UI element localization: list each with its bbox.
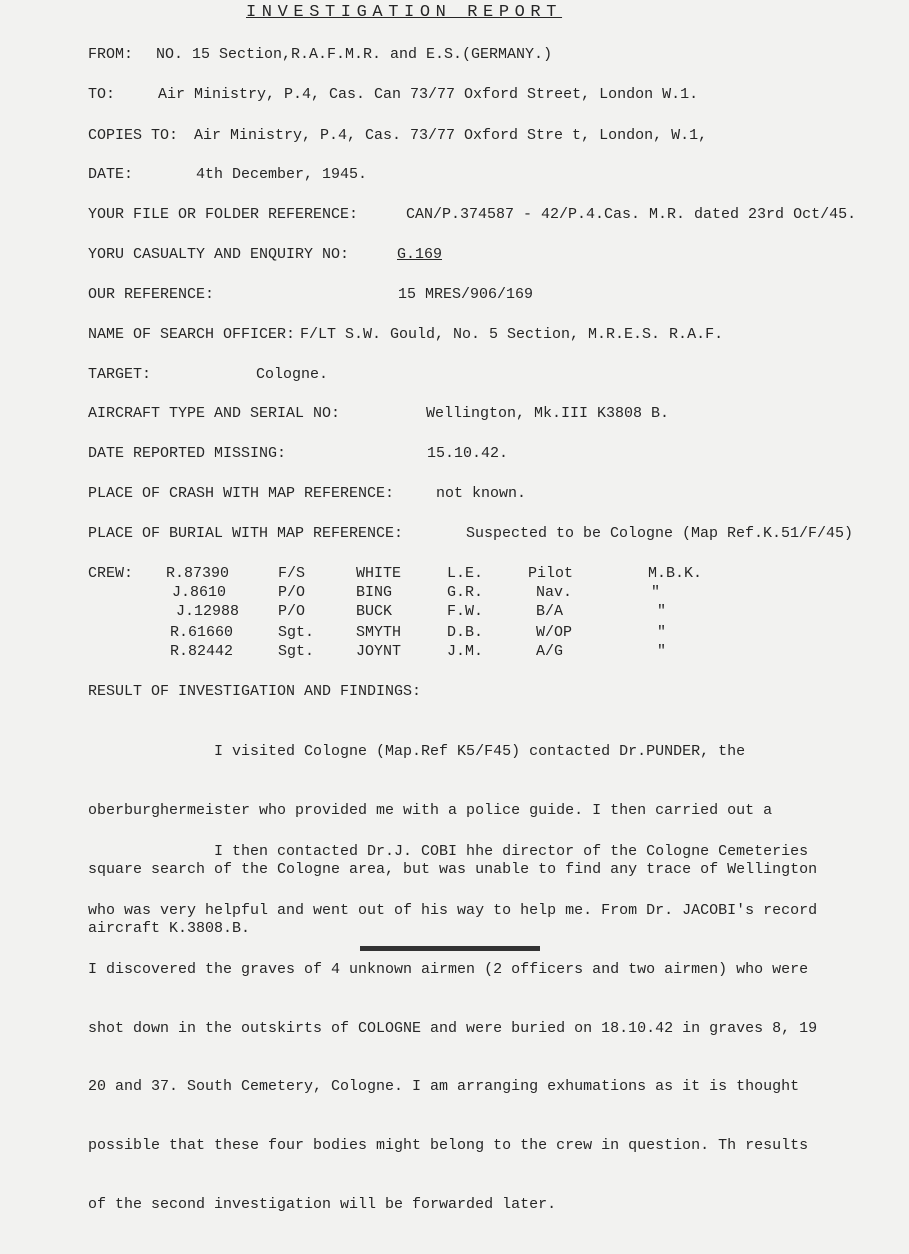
crew-role: Nav. bbox=[536, 584, 573, 601]
crew-service-no: R.82442 bbox=[170, 643, 234, 660]
paragraph-line: oberburghermeister who provided me with a police guide. I then carried out a bbox=[88, 801, 773, 819]
crew-status: " bbox=[657, 643, 667, 660]
report-title: INVESTIGATION REPORT bbox=[246, 3, 563, 22]
crew-surname: BUCK bbox=[356, 603, 393, 620]
file-ref-label: YOUR FILE OR FOLDER REFERENCE: bbox=[88, 206, 359, 223]
crew-initials: L.E. bbox=[447, 565, 484, 582]
crew-service-no: J.8610 bbox=[172, 584, 227, 601]
burial-place-label: PLACE OF BURIAL WITH MAP REFERENCE: bbox=[88, 525, 404, 542]
crew-status: M.B.K. bbox=[648, 565, 703, 582]
to-label: TO: bbox=[88, 86, 116, 103]
copies-value: Air Ministry, P.4, Cas. 73/77 Oxford Stre t, London, W.1, bbox=[194, 127, 708, 144]
target-label: TARGET: bbox=[88, 366, 152, 383]
crew-rank: Sgt. bbox=[278, 624, 315, 641]
crew-surname: JOYNT bbox=[356, 643, 402, 660]
paragraph-line: possible that these four bodies might belong to the crew in question. Th results bbox=[88, 1137, 809, 1155]
our-ref-value: 15 MRES/906/169 bbox=[398, 286, 534, 303]
burial-place-value: Suspected to be Cologne (Map Ref.K.51/F/45) bbox=[466, 525, 854, 542]
crew-status: " bbox=[657, 624, 667, 641]
crew-service-no: R.61660 bbox=[170, 624, 234, 641]
casualty-no-value: G.169 bbox=[397, 246, 443, 263]
paragraph-line: I visited Cologne (Map.Ref K5/F45) contacted Dr.PUNDER, the bbox=[88, 743, 746, 761]
crew-status: " bbox=[657, 603, 667, 620]
crew-rank: Sgt. bbox=[278, 643, 315, 660]
result-paragraph-2 bbox=[88, 803, 817, 1254]
crew-initials: D.B. bbox=[447, 624, 484, 641]
date-value: 4th December, 1945. bbox=[196, 166, 368, 183]
paragraph-line: I then contacted Dr.J. COBI hhe director of the Cologne Cemeteries bbox=[88, 843, 809, 861]
file-ref-value: CAN/P.374587 - 42/P.4.Cas. M.R. dated 23rd Oct/45. bbox=[406, 206, 857, 223]
crew-initials: F.W. bbox=[447, 603, 484, 620]
page-bottom-edge bbox=[360, 946, 540, 951]
paragraph-line: 20 and 37. South Cemetery, Cologne. I am arranging exhumations as it is thought bbox=[88, 1078, 800, 1096]
crew-service-no: J.12988 bbox=[176, 603, 240, 620]
date-missing-value: 15.10.42. bbox=[427, 445, 509, 462]
search-officer-value: F/LT S.W. Gould, No. 5 Section, M.R.E.S. R.A.F. bbox=[300, 326, 724, 343]
crew-rank: F/S bbox=[278, 565, 306, 582]
crew-role: W/OP bbox=[536, 624, 573, 641]
crew-surname: SMYTH bbox=[356, 624, 402, 641]
crew-rank: P/O bbox=[278, 603, 306, 620]
date-label: DATE: bbox=[88, 166, 134, 183]
from-label: FROM: bbox=[88, 46, 134, 63]
crew-role: A/G bbox=[536, 643, 564, 660]
date-missing-label: DATE REPORTED MISSING: bbox=[88, 445, 287, 462]
crew-role: B/A bbox=[536, 603, 564, 620]
crash-place-value: not known. bbox=[436, 485, 527, 502]
crew-status: " bbox=[651, 584, 661, 601]
crew-service-no: R.87390 bbox=[166, 565, 230, 582]
search-officer-label: NAME OF SEARCH OFFICER: bbox=[88, 326, 296, 343]
crew-surname: WHITE bbox=[356, 565, 402, 582]
paragraph-line: square search of the Cologne area, but was unable to find any trace of Wellington bbox=[88, 860, 818, 878]
crew-initials: G.R. bbox=[447, 584, 484, 601]
copies-label: COPIES TO: bbox=[88, 127, 179, 144]
crew-label: CREW: bbox=[88, 565, 134, 582]
aircraft-value: Wellington, Mk.III K3808 B. bbox=[426, 405, 670, 422]
paragraph-line: shot down in the outskirts of COLOGNE and were buried on 18.10.42 in graves 8, 19 bbox=[88, 1019, 818, 1037]
aircraft-label: AIRCRAFT TYPE AND SERIAL NO: bbox=[88, 405, 341, 422]
crew-initials: J.M. bbox=[447, 643, 484, 660]
from-value: NO. 15 Section,R.A.F.M.R. and E.S.(GERMANY.) bbox=[156, 46, 553, 63]
crew-surname: BING bbox=[356, 584, 393, 601]
crew-rank: P/O bbox=[278, 584, 306, 601]
crash-place-label: PLACE OF CRASH WITH MAP REFERENCE: bbox=[88, 485, 395, 502]
paragraph-line: aircraft K.3808.B. bbox=[88, 919, 251, 937]
paragraph-line: I discovered the graves of 4 unknown airmen (2 officers and two airmen) who were bbox=[88, 960, 809, 978]
crew-role: Pilot bbox=[528, 565, 574, 582]
result-heading: RESULT OF INVESTIGATION AND FINDINGS: bbox=[88, 683, 422, 700]
paragraph-line: of the second investigation will be forwarded later. bbox=[88, 1195, 557, 1213]
casualty-no-label: YORU CASUALTY AND ENQUIRY NO: bbox=[88, 246, 350, 263]
our-ref-label: OUR REFERENCE: bbox=[88, 286, 215, 303]
paragraph-line: who was very helpful and went out of his way to help me. From Dr. JACOBI's record bbox=[88, 901, 818, 919]
to-value: Air Ministry, P.4, Cas. Can 73/77 Oxford Street, London W.1. bbox=[158, 86, 699, 103]
target-value: Cologne. bbox=[256, 366, 329, 383]
